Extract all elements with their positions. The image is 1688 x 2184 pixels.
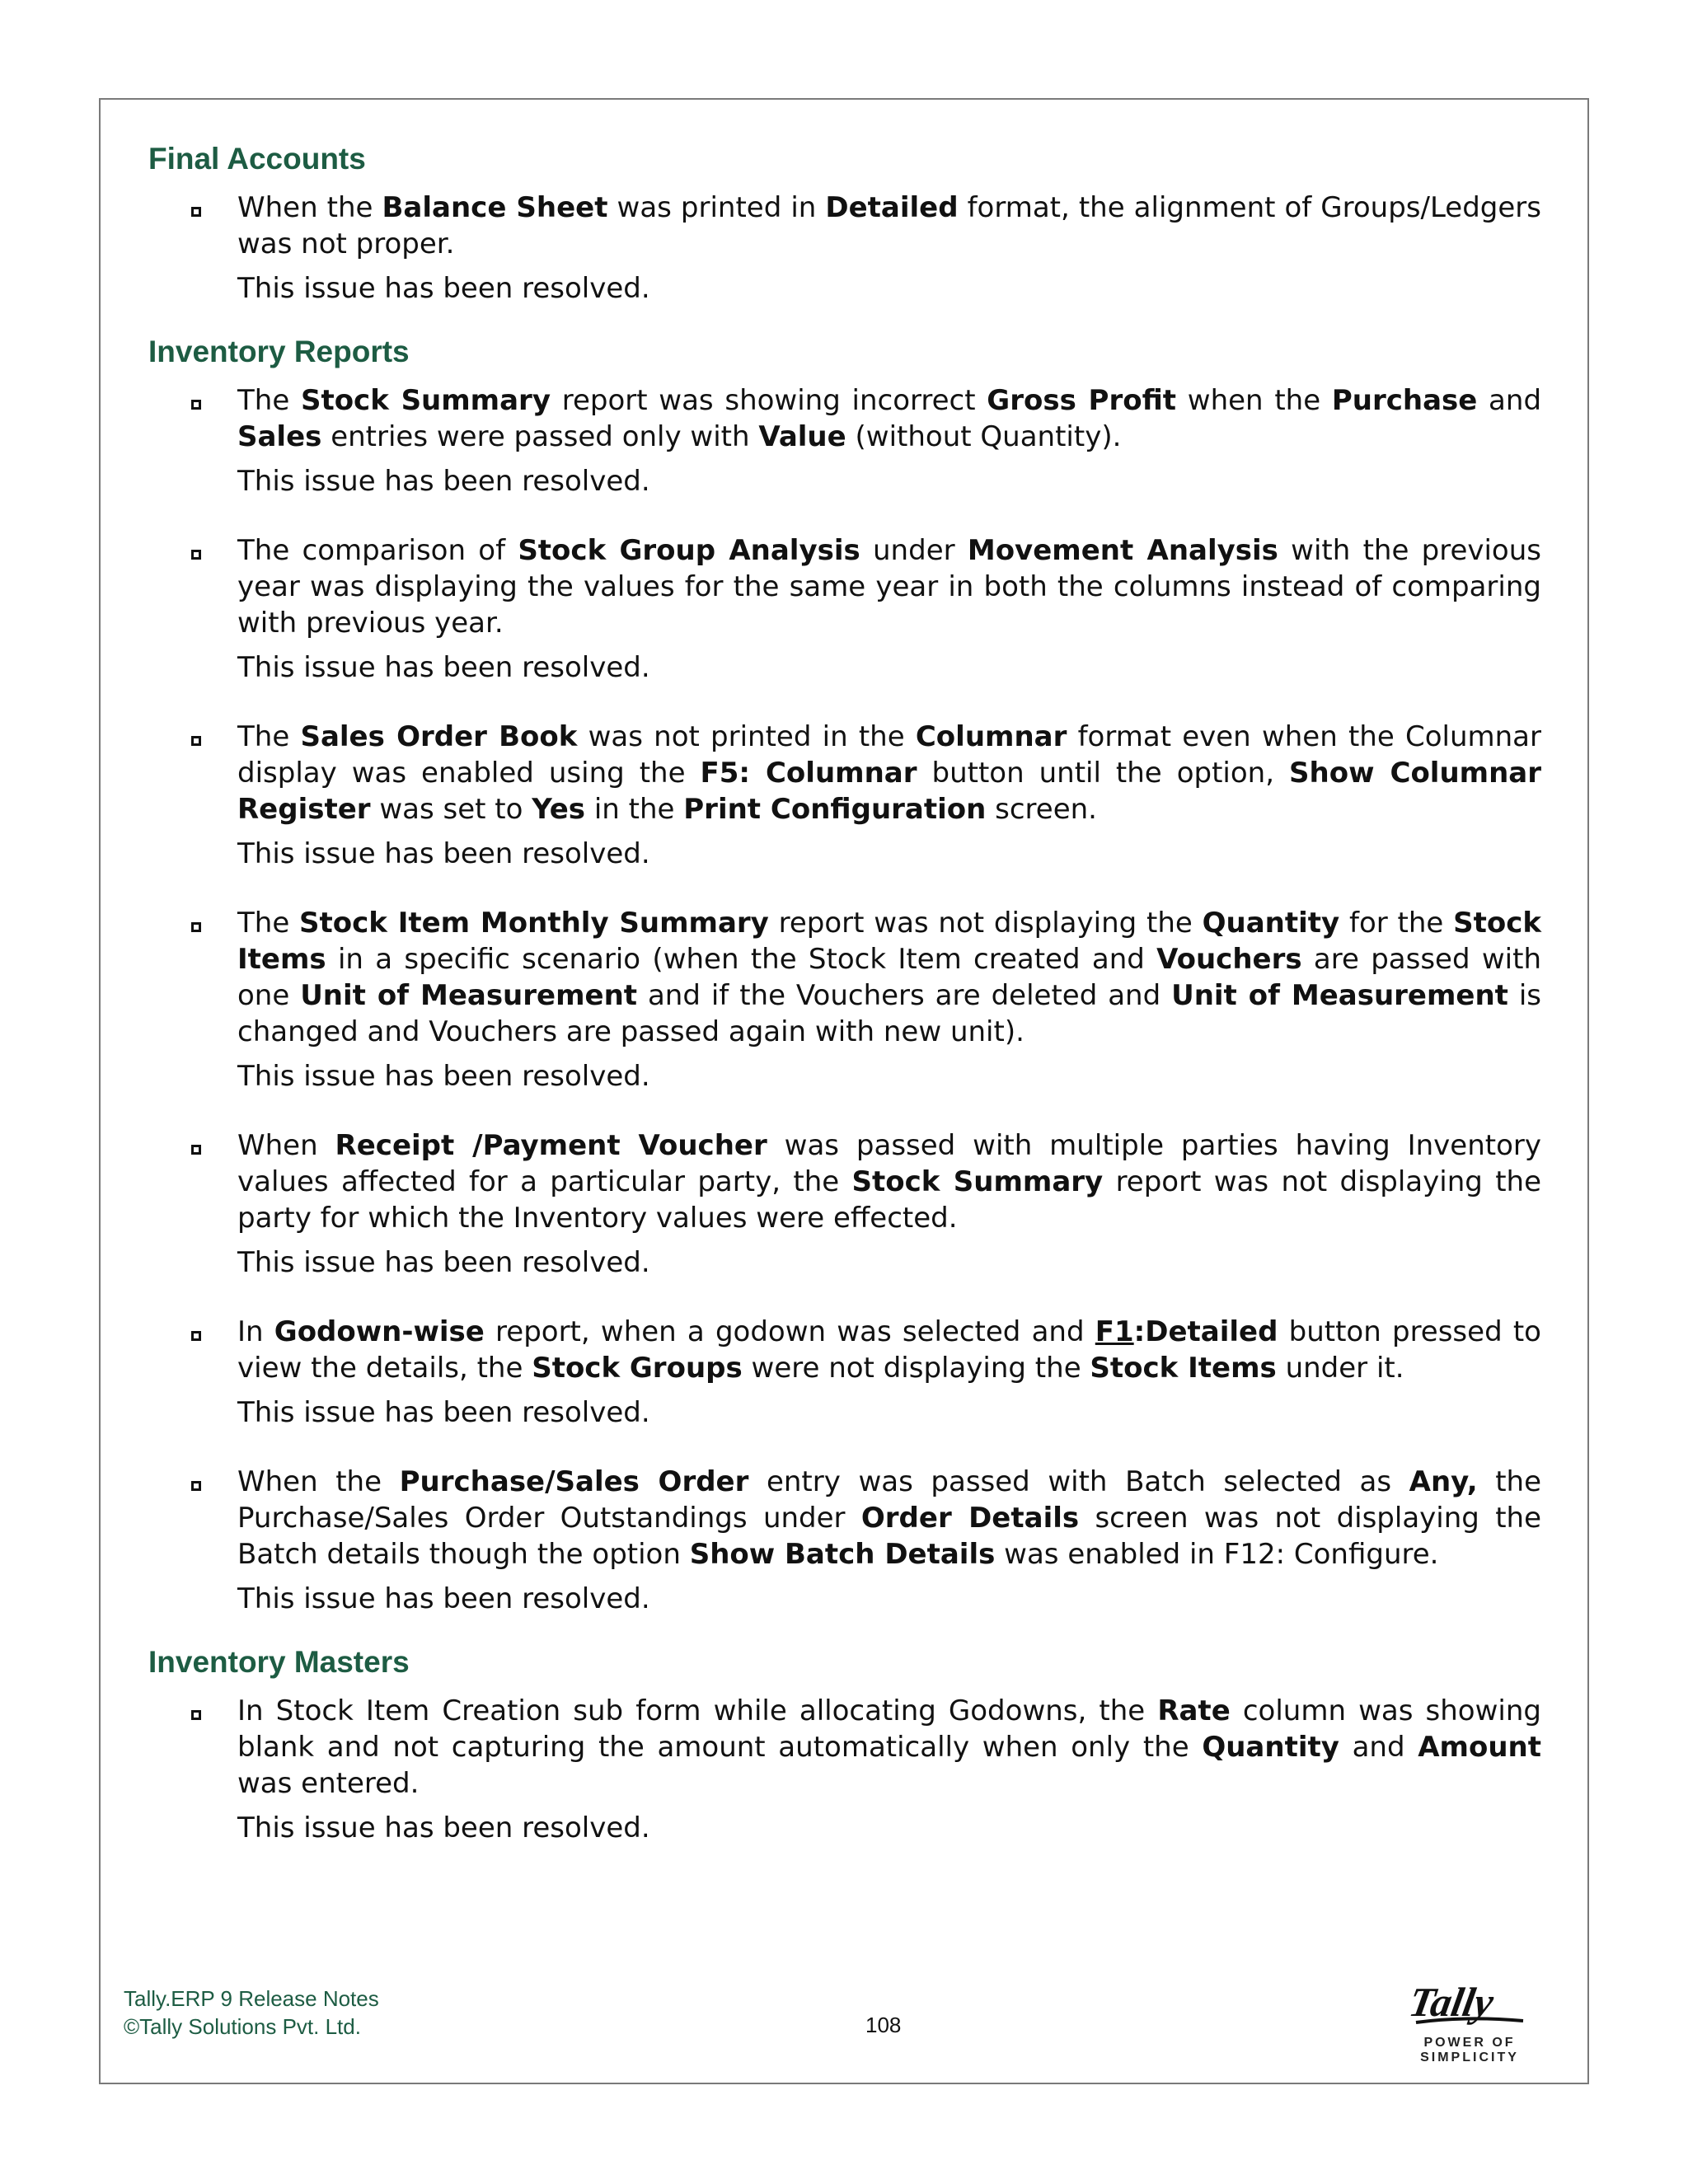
text-segment: The [237,384,301,417]
text-segment: report was not displaying the party for which the Inventory values were effected. [237,1165,1542,1235]
text-segment: screen. [986,793,1097,826]
emphasis-text: Detailed [825,191,959,224]
emphasis-text: Receipt /Payment Voucher [335,1129,767,1162]
list-item [148,190,1541,307]
emphasis-text: Movement Analysis [967,534,1278,567]
footer-credits [124,1985,379,2041]
emphasis-text: Columnar [915,720,1067,753]
text-segment: (without Quantity). [846,420,1122,453]
text-segment: entry was passed with Batch selected as [748,1465,1409,1498]
issue-description [237,1127,1541,1236]
text-segment: and [1339,1731,1418,1764]
section [148,138,1541,307]
list-item [148,532,1541,686]
issue-description [237,190,1541,262]
issue-description [237,1693,1541,1802]
emphasis-text: F1 [1095,1315,1134,1348]
text-segment: for the [1339,907,1454,940]
text-segment: the Purchase/Sales Order Outstandings under [237,1465,1542,1535]
release-notes-content [148,138,1541,1871]
text-segment: were not displaying the [742,1352,1090,1385]
logo-tagline: POWER OF SIMPLICITY [1420,2036,1519,2064]
resolution-note: This issue has been resolved. [237,1396,650,1429]
emphasis-text: Sales [237,420,322,453]
resolution-note: This issue has been resolved. [237,1246,650,1279]
emphasis-text: Stock Items [237,907,1541,976]
list-item [148,1127,1541,1281]
square-bullet-icon [191,1710,201,1720]
text-segment: was printed in [607,191,826,224]
emphasis-text: Quantity [1202,1731,1339,1764]
emphasis-text: Stock Groups [532,1352,743,1385]
list-item [148,1464,1541,1617]
emphasis-text: Show Columnar Register [237,757,1542,826]
text-segment: was enabled in F12: Configure. [995,1538,1439,1571]
text-segment: In Stock Item Creation sub form while allocating Godowns, the [237,1694,1158,1727]
text-segment: When the [237,191,382,224]
list-item [148,382,1541,499]
text-segment: in a specific scenario (when the Stock Item created and [326,943,1157,976]
list-item [148,1314,1541,1431]
tally-logo [1375,1976,1564,2065]
resolution-note: This issue has been resolved. [237,1582,650,1615]
footer-title: Tally.ERP 9 Release Notes [124,1986,379,2011]
resolution-note: This issue has been resolved. [237,465,650,498]
emphasis-text: Any, [1409,1465,1478,1498]
issue-description [237,1464,1541,1572]
text-segment: The [237,907,300,940]
square-bullet-icon [191,736,201,746]
emphasis-text: Stock Items [1090,1352,1277,1385]
emphasis-text: F5: Columnar [700,757,917,790]
footer-copyright: ©Tally Solutions Pvt. Ltd. [124,2014,361,2039]
text-segment: In [237,1315,274,1348]
text-segment: button until the option, [917,757,1290,790]
text-segment: report was showing incorrect [551,384,987,417]
list-item [148,1693,1541,1846]
emphasis-text: Print Configuration [683,793,987,826]
text-segment: and if the Vouchers are deleted and [637,979,1172,1012]
emphasis-text: Unit of Measurement [1171,979,1508,1012]
square-bullet-icon [191,922,201,932]
resolution-note: This issue has been resolved. [237,1811,650,1844]
tally-logo-icon [1408,1976,1531,2031]
list-item [148,905,1541,1094]
text-segment: format even when the Columnar display was enabled using the [237,720,1541,790]
emphasis-text: Stock Item Monthly Summary [299,907,769,940]
emphasis-text: Godown-wise [274,1315,485,1348]
page-number: 108 [865,2013,902,2037]
list-item [148,719,1541,872]
emphasis-text: Gross Profit [987,384,1177,417]
emphasis-text: Balance Sheet [382,191,608,224]
text-segment: was not printed in the [577,720,916,753]
text-segment: When [237,1129,335,1162]
emphasis-text: Yes [532,793,586,826]
emphasis-text: Order Details [860,1502,1080,1535]
text-segment: with the previous year was displaying the values for the same year in both the columns instead of comparing with previous year. [237,534,1541,640]
text-segment: was passed with multiple parties having Inventory values affected for a particular party, the [237,1129,1541,1198]
text-segment: under [860,534,968,567]
emphasis-text: Sales Order Book [300,720,578,753]
emphasis-text: Stock Summary [851,1165,1104,1198]
emphasis-text: Quantity [1202,907,1340,940]
text-segment: format, the alignment of Groups/Ledgers was not proper. [237,191,1542,260]
emphasis-text: Value [758,420,846,453]
text-segment: was set to [370,793,532,826]
emphasis-text: Amount [1418,1731,1541,1764]
text-segment: column was showing blank and not capturing the amount automatically when only the [237,1694,1541,1764]
square-bullet-icon [191,550,201,560]
text-segment: button pressed to view the details, the [237,1315,1541,1385]
issue-description [237,1314,1541,1386]
square-bullet-icon [191,1481,201,1491]
text-segment: The [237,720,301,753]
square-bullet-icon [191,400,201,410]
square-bullet-icon [191,207,201,217]
issue-description [237,532,1541,641]
text-segment: was entered. [237,1767,420,1800]
text-segment: screen was not displaying the Batch details though the option [237,1502,1542,1571]
emphasis-text: Stock Group Analysis [518,534,860,567]
resolution-note: This issue has been resolved. [237,1060,650,1093]
text-segment: are passed with one [237,943,1542,1012]
text-segment: under it. [1276,1352,1404,1385]
resolution-note: This issue has been resolved. [237,651,650,684]
text-segment: in the [585,793,684,826]
text-segment: when the [1176,384,1332,417]
section [148,331,1541,1617]
issue-description [237,382,1541,455]
emphasis-text: Show Batch Details [689,1538,996,1571]
resolution-note: This issue has been resolved. [237,837,650,870]
square-bullet-icon [191,1145,201,1155]
emphasis-text: Rate [1157,1694,1231,1727]
text-segment: entries were passed only with [321,420,759,453]
section-title: Inventory Masters [148,1645,410,1679]
resolution-note: This issue has been resolved. [237,272,650,305]
issue-description [237,905,1541,1050]
section-title: Inventory Reports [148,335,410,368]
emphasis-text: Unit of Measurement [300,979,638,1012]
text-segment: The comparison of [237,534,518,567]
text-segment: report, when a godown was selected and [484,1315,1095,1348]
text-segment: and [1477,384,1542,417]
emphasis-text: Purchase [1331,384,1478,417]
emphasis-text: Stock Summary [300,384,551,417]
emphasis-text: :Detailed [1133,1315,1278,1348]
square-bullet-icon [191,1331,201,1341]
emphasis-text: Vouchers [1156,943,1302,976]
section [148,1642,1541,1846]
issue-description [237,719,1541,827]
section-title: Final Accounts [148,142,366,176]
text-segment: is changed and Vouchers are passed again with new unit). [237,979,1542,1048]
text-segment: report was not displaying the [768,907,1203,940]
text-segment: When the [237,1465,400,1498]
logo-wordmark: Tally [1408,1979,1498,2025]
emphasis-text: Purchase/Sales Order [399,1465,749,1498]
